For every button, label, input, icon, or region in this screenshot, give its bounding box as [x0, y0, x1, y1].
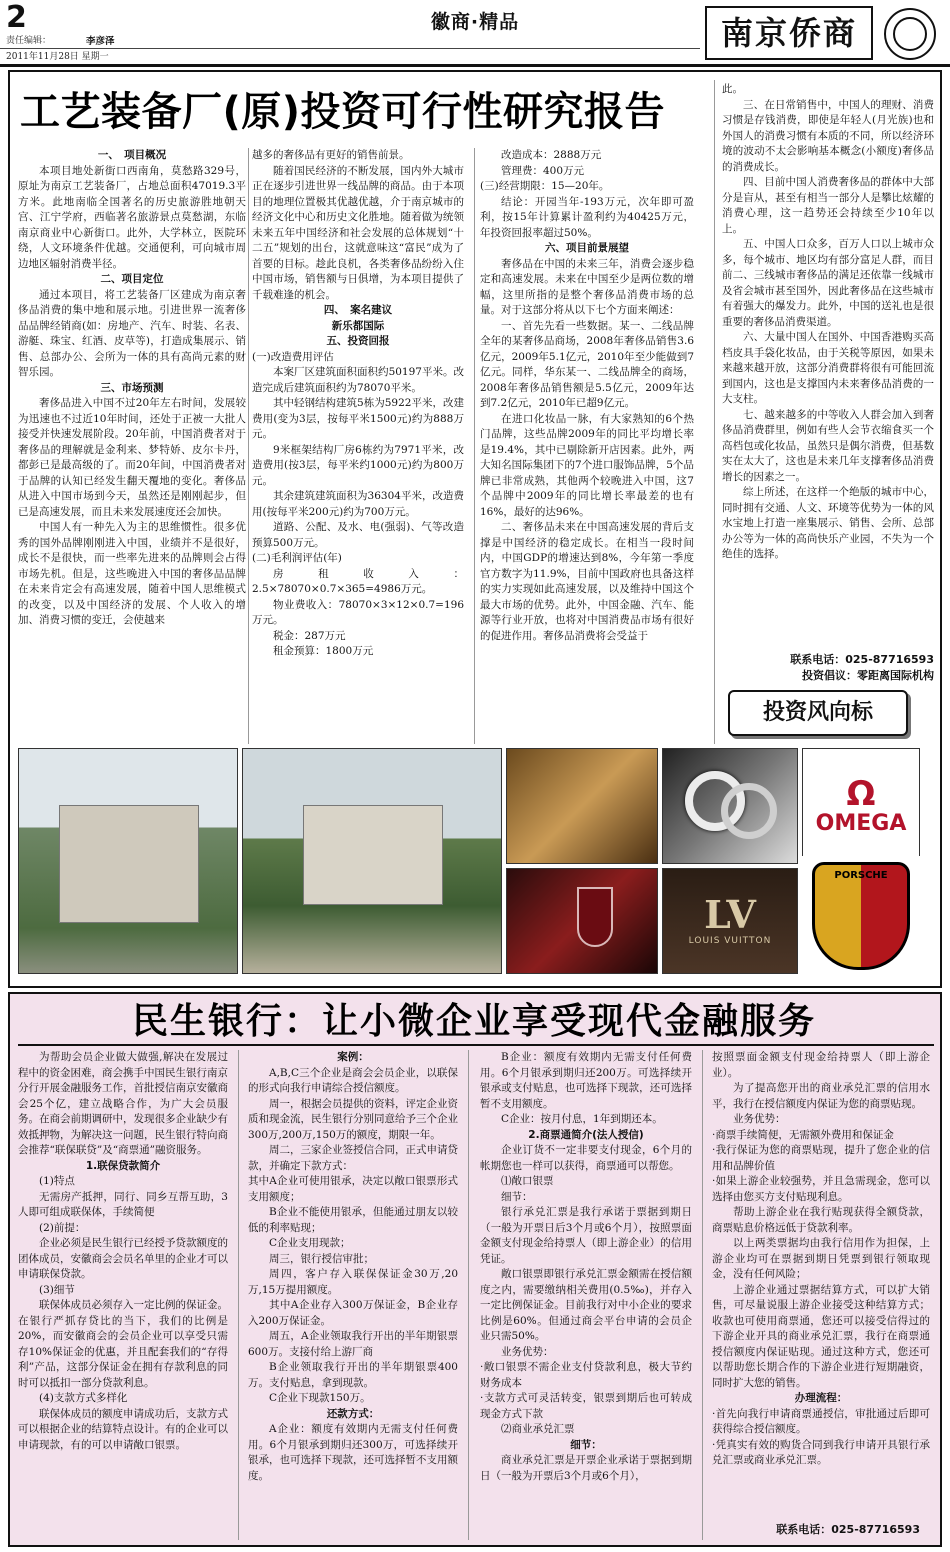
- article1-column-3: [480, 148, 694, 644]
- column-divider: [468, 1050, 469, 1540]
- column-divider: [714, 80, 715, 744]
- paragraph: 二、奢侈品未来在中国高速发展的背后支撑是中国经济的稳定成长。在相当一段时间内，中国GDP的增速达到8%，今年第一季度官方数字为11.9%，目前中国政府也具备这样的实力实现如此高速发展，以及维持中国这个最大市场的优势。此外，中国金融、汽车、能源等行业开放，也将对中国消费品市场有很好的促进作用。奢侈品消费将会受益于: [480, 521, 694, 642]
- paragraph: ⑵商业承兑汇票: [501, 1423, 575, 1435]
- paragraph: C企业下现款150万。: [269, 1392, 371, 1404]
- paragraph: 道路、公配、及水、电(强弱)、气等改造预算500万元。: [252, 521, 464, 549]
- paragraph: 企业必须是民生银行已经授予贷款额度的团体成员，安徽商会会员名单里的企业才可以申请联保贷款。: [18, 1237, 228, 1280]
- article2-column-1: [18, 1050, 228, 1453]
- paragraph: 本案厂区建筑面积面积约50197平米。改造完成后建筑面积约为78070平米。: [252, 366, 464, 394]
- paragraph: 为了提高您开出的商业承兑汇票的信用水平，我行在授信额度内保证为您的商票贴现。: [712, 1082, 930, 1110]
- paragraph: 为帮助会员企业做大做强,解决在发展过程中的资金困难，商会携手中国民生银行南京分行开展金融服务工作，首批授信南京安徽商会25个亿，建立战略合作，为广大会员服务。在商会前期调研中，发现很多企业缺少有效抵押物，为解决这一问题，民生银行特向商会推荐“联保联贷”及“商票通”融资服务。: [18, 1051, 228, 1156]
- paragraph: 三、在日常销售中，中国人的理财、消费习惯是存钱消费，即使是年轻人(月光族)也和外国人的消费习惯有本质的不同，所以经济环境的波动不太会影响基本概念(小额度)奢侈品的消费成长。: [722, 98, 934, 173]
- emblem-icon: [884, 8, 936, 60]
- paragraph: (三)经营期限：15—20年。: [480, 180, 610, 192]
- paragraph: 租金预算：1800万元: [273, 645, 374, 657]
- photo-luxury-interior: [506, 748, 658, 864]
- article2-headline: 民生银行：让小微企业享受现代金融服务: [131, 1001, 816, 1042]
- paragraph: 银行承兑汇票是我行承诺于票据到期日（一般为开票日后3个月或6个月），按照票面金额支付现金给持票人（即上游企业）的信用凭证。: [480, 1206, 692, 1265]
- section-heading: 案例：: [337, 1051, 369, 1063]
- editor-name: 李彦泽: [86, 36, 115, 47]
- section-title: 徽商·精品: [430, 11, 520, 33]
- paragraph: ·商票手续简便，无需额外费用和保证金: [712, 1128, 894, 1141]
- paragraph: 奢侈品在中国的未来三年，消费会逐步稳定和高速发展。未来在中国至少是两位数的增幅，这里所指的是整个奢侈品消费市场的总量。对于这部分将从以下七个方面来阐述：: [480, 257, 694, 316]
- paragraph: ⑴敞口银票: [501, 1175, 554, 1187]
- paragraph: 企业订货不一定非要支付现金，6个月的帐期您也一样可以获得，商票通可以帮您。: [480, 1144, 692, 1172]
- section-heading: 细节：: [570, 1438, 602, 1451]
- paragraph: 联保体成员必须存入一定比例的保证金。在银行严抓存贷比的当下，我们的比例是20%，而安徽商会的会员企业可以享受只需存10%保证金的优惠，并且配套我们的“存得利”产品，这部分保证金在拥有存款利息的同时可以抵扣一部分贷款利息。: [18, 1299, 228, 1389]
- paragraph: 越多的奢侈品有更好的销售前景。: [252, 149, 410, 161]
- header-rule: [0, 64, 950, 67]
- section-heading: 新乐都国际: [331, 319, 385, 332]
- paragraph: 五、中国人口众多，百万人口以上城市众多，每个城市、地区均有部分富足人群，而目前二、三线城市奢侈品的满足还依靠一线城市及省会城市甚至国外，因此奢侈品在这些城市有着强大的爆发力。此外，中国的送礼也是很重要的奢侈品消费渠道。: [722, 238, 934, 328]
- paragraph: (二)毛利润评估(年): [252, 552, 342, 564]
- photo-factory-building: [18, 748, 238, 974]
- column-divider: [702, 1050, 703, 1540]
- paragraph: 按照票面金额支付现金给持票人（即上游企业）。: [712, 1051, 930, 1079]
- paragraph: ·如果上游企业较强势，并且急需现金，您可以选择由您买方支付贴现利息。: [712, 1175, 930, 1203]
- paragraph: 细节：: [501, 1190, 533, 1203]
- paragraph: 周二，三家企业签授信合同，正式申请贷款，并确定下款方式：: [248, 1144, 458, 1172]
- paragraph: 本项目地处新街口西南角，莫愁路329号，原址为南京工艺装备厂，占地总面积47019.3平方米。此地南临全国著名的历史旅游胜地朝天宫、江宁学府，西临著名旅游景点莫愁湖，东临南京商业中心新街口。此外，大学林立，医院环绕，人文环境条件优越。交通便利，可向城市周边地区辐射消费半径。: [18, 164, 246, 270]
- paragraph: 周一，根据会员提供的资料，评定企业资质和现金流，民生银行分别同意给予三个企业300万,200万,150万的额度，期限一年。: [248, 1097, 458, 1141]
- paragraph: 上游企业通过票据结算方式，可以扩大销售，可尽量说服上游企业接受这种结算方式；收款也可使用商票通，您还可以接受信得过的下游企业开具的商业承兑汇票，我行在商票通授信额度内保证贴现。通过这种方式，您还可以帮助您长期合作的下游企业进行短期融资，同时扩大您的销售。: [712, 1283, 930, 1389]
- paragraph: ·首先向我行申请商票通授信，审批通过后即可获得综合授信额度。: [712, 1407, 930, 1435]
- column-divider: [248, 148, 249, 744]
- paragraph: 税金：287万元: [273, 629, 346, 642]
- paragraph: ·我行保证为您的商票贴现，提升了您企业的信用和品牌价值: [712, 1144, 930, 1172]
- paragraph: 周五，A企业领取我行开出的半年期银票600万。支接付给上游厂商: [248, 1330, 458, 1358]
- paragraph: 帮助上游企业在我行贴现获得全额贷款，商票贴息价格远低于贷款利率。: [712, 1206, 930, 1234]
- paragraph: 随着国民经济的不断发展，国内外大城市正在逐步引进世界一线品牌的商品。由于本项目的地理位置极其优越优越，介于南京城市的经济文化中心和历史文化胜地。随着做为统领未来五年中国经济和社会发展的总体规划“十二五”规划的出台，这就意味这“富民”成为了首要的目标。趁此良机，各类奢侈品纷纷入住中国市场，销售额与日俱增，为本项目提供了千载难逢的机会。: [252, 164, 464, 301]
- paragraph: ·凭真实有效的购货合同到我行申请开具银行承兑汇票或商业承兑汇票。: [712, 1438, 930, 1466]
- section-heading: 一、 项目概况: [97, 149, 167, 161]
- paragraph: 敞口银票即银行承兑汇票金额需在授信额度之内，需要缴纳相关费用(0.5‰)，并存入一定比例保证金。目前我行对中小企业的要求比例是60%。但通过商会平台申请的会员企业只需50%。: [480, 1268, 692, 1342]
- paragraph: A企业：额度有效期内无需支付任何费用。6个月银承到期归还300万，可选择续开银承，也可选择下现款，还可选择暂不支用额度。: [248, 1423, 458, 1482]
- lv-monogram: LV: [704, 892, 756, 937]
- article1-column-1: [18, 148, 246, 629]
- paragraph: (3)细节: [39, 1283, 75, 1296]
- section-heading: 办理流程：: [794, 1392, 848, 1404]
- paragraph: ·支款方式可灵活转变，银票到期后也可转成现金方式下款: [480, 1392, 692, 1420]
- paragraph: 综上所述，在这样一个绝版的城市中心，同时拥有交通、人文、环境等优势为一体的风水宝地上打造一座集展示、销售、会所、总部办公等为一体的高尚快乐产业园，不失为一个绝佳的选择。: [722, 486, 934, 560]
- lv-wordmark: LOUIS VUITTON: [688, 936, 772, 946]
- paragraph: 以上两类票据均由我行信用作为担保，上游企业均可在票据到期日凭票到银行领取现金，没有任何风险；: [712, 1237, 930, 1280]
- paragraph: (一)改造费用评估: [252, 350, 334, 363]
- paragraph: 奢侈品进入中国不过20年左右时间，发展较为迅速也不过近10年时间，还处于正被一大批人接受并快速发展阶段。20年前，中国消费者对于奢侈品的理解就是金利来、梦特娇、皮尔卡丹，都彭已是最高级的了。而20年间，中国消费者对于品牌的认知已经发生翻天覆地的变化。奢侈品从进入中国市场到今天，虽然还是刚刚起步，但已是高速发展，而且未来发展速度还会加快。: [18, 397, 246, 518]
- photo-villa: [242, 748, 502, 974]
- paragraph: 其中A企业可使用银承，决定以敞口银票形式支用额度；: [248, 1175, 458, 1203]
- paragraph: 此。: [722, 83, 743, 95]
- article2-column-3: [480, 1050, 692, 1484]
- section-heading: 三、市场预测: [100, 381, 164, 394]
- porsche-crest: [802, 856, 920, 974]
- paragraph: 业务优势：: [501, 1345, 554, 1358]
- section-heading: 五、投资回报: [326, 335, 390, 347]
- paragraph: 联保体成员的额度申请成功后，支款方式可以根据企业的结算特点设计。有的企业可以申请现款，有的可以申请敞口银票。: [18, 1407, 228, 1451]
- contact-phone: 联系电话：025-87716593: [776, 1523, 920, 1536]
- paragraph: 七、越来越多的中等收入人群会加入到奢侈品消费群里，例如有些人会节衣缩食买一个高档包或化妆品，虽然只是偶尔消费，但基数实在太大了，这也是未来几年支撑奢侈品消费增长的因素之一。: [722, 408, 934, 483]
- paragraph: 一、首先先看一些数据。某一、二线品牌全年的某奢侈品商场，2008年奢侈品销售3.6亿元，2009年5.1亿元，2010年至少能做到7亿元。同样，华东某一、二线品牌全的商场，2008年奢侈品销售额是5.5亿元，2009年达到7.2亿元，2010年已超9亿元。: [480, 319, 694, 409]
- header-thin-rule: [0, 48, 700, 49]
- article1-column-4: [722, 82, 934, 563]
- photo-red-wine: [506, 868, 658, 974]
- section-heading: 四、 案名建议: [323, 304, 393, 316]
- paragraph: 周四，客户存入联保保证金30万,20万,15万提用额度。: [248, 1268, 458, 1296]
- paragraph: B企业不能使用银承，但能通过朋友以较低的利率贴现；: [248, 1206, 458, 1234]
- section-heading: 1.联保贷款简介: [85, 1159, 161, 1172]
- omega-symbol: Ω: [846, 774, 876, 814]
- omega-logo: [802, 748, 920, 864]
- paragraph: (4)支款方式多样化: [39, 1392, 128, 1404]
- paragraph: 无需房产抵押，同行、同乡互帮互助，3人即可组成联保体，手续简便: [18, 1190, 228, 1218]
- paragraph: 业务优势：: [733, 1113, 786, 1125]
- paragraph: B企业：额度有效期内无需支付任何费用。6个月银承到期归还200万。可选择续开银承或支付贴息，也可选择下现款，还可选择暂不支用额度。: [480, 1051, 692, 1110]
- porsche-wordmark: PORSCHE: [834, 870, 888, 881]
- column-divider: [474, 148, 475, 744]
- article2-column-2: [248, 1050, 458, 1484]
- section-heading: 2.商票通简介(法人授信): [528, 1128, 644, 1141]
- paragraph: 其中轻钢结构建筑5栋为5922平米，改建费用(变为3层，按每平米1500元)约为888万元。: [252, 397, 464, 440]
- column-badge: 投资风向标: [728, 690, 908, 736]
- paragraph: 通过本项目，将工艺装备厂区建成为南京奢侈品消费的集中地和展示地。引进世界一流奢侈品品牌经销商(如：房地产、汽车、时装、名表、游艇、珠宝、红酒、皮草等)，打造成集展示、销售、总部办公、会所为一体的具有高尚元素的财智乐园。: [18, 288, 246, 378]
- paragraph: 商业承兑汇票是开票企业承诺于票据到期日（一般为开票后3个月或6个月），: [480, 1454, 692, 1482]
- paragraph: A,B,C三个企业是商会会员企业，以联保的形式向我行申请综合授信额度。: [248, 1066, 458, 1094]
- paragraph: 管理费：400万元: [501, 164, 585, 177]
- paragraph: C企业支用现款；: [269, 1237, 351, 1249]
- paragraph: B企业领取我行开出的半年期银票400万。支付贴息，拿到现款。: [248, 1361, 458, 1389]
- issue-date: 2011年11月28日 星期一: [6, 52, 109, 62]
- omega-wordmark: OMEGA: [815, 811, 907, 836]
- article2-rule: [18, 1044, 934, 1046]
- louis-vuitton-logo: [662, 868, 798, 974]
- paragraph: 其中A企业存入300万保证金，B企业存入200万保证金。: [248, 1299, 458, 1327]
- photo-rings: [662, 748, 798, 864]
- paragraph: 六、大量中国人在国外、中国香港购买高档皮具手袋化妆品，由于关税等原因，如果未来越来越开放，这部分消费群将很有可能回流到国内，这也是支撑国内未来奢侈品消费的一大支柱。: [722, 331, 934, 405]
- contact-phone: 联系电话：025-87716593: [790, 653, 934, 666]
- paragraph: 房租收入：2.5×78070×0.7×365=4986万元。: [252, 567, 464, 595]
- paragraph: (1)特点: [39, 1175, 75, 1187]
- paragraph: ·敞口银票不需企业支付贷款利息，极大节约财务成本: [480, 1361, 692, 1389]
- masthead-logo: 南京侨商: [705, 6, 873, 60]
- paragraph: 四、目前中国人消费奢侈品的群体中大部分是盲从，甚至有相当一部分人是攀比炫耀的消费心理，这一趋势还会持续至少10年以上。: [722, 176, 934, 235]
- paragraph: 改造成本：2888万元: [501, 149, 602, 161]
- paragraph: 其余建筑建筑面积为36304平米，改造费用(按每平米200元)约为700万元。: [252, 490, 464, 518]
- section-heading: 二、项目定位: [100, 273, 164, 285]
- sponsor-line: 投资倡议：零距离国际机构: [802, 669, 934, 682]
- paragraph: 中国人有一种先入为主的思维惯性。很多优秀的国外品牌刚刚进入中国，业绩并不是很好，成长不是很快，而一些率先进来的品牌则会占得市场先机。但是，这些晚进入中国的奢侈品品牌在未来肯定会有高速发展，随着中国人思维模式的改变，以及中国经济的发展、个人收入的增加、消费习惯的变迁，会使越来: [18, 521, 246, 626]
- section-heading: 六、项目前景展望: [545, 242, 629, 254]
- editor-label: 责任编辑：: [6, 36, 52, 46]
- paragraph: 周三，银行授信审批；: [269, 1252, 374, 1265]
- section-heading: 还款方式：: [326, 1407, 380, 1420]
- article2-column-4: [712, 1050, 930, 1469]
- page-number: 2: [6, 0, 27, 35]
- column-divider: [238, 1050, 239, 1540]
- paragraph: 9米框架结构厂房6栋约为7971平米，改造费用(按3层，每平米约1000元)约为800万元。: [252, 443, 464, 487]
- paragraph: 结论：开园当年-193万元，次年即可盈利，按15年计算累计盈利约为40425万元，年投资回报率超过50%。: [480, 195, 694, 239]
- article1-headline: 工艺装备厂(原)投资可行性研究报告: [20, 89, 666, 135]
- paragraph: C企业：按月付息，1年到期还本。: [501, 1113, 663, 1125]
- article1-column-2: [252, 148, 464, 660]
- paragraph: (2)前提：: [39, 1221, 86, 1234]
- paragraph: 物业费收入：78070×3×12×0.7=196万元。: [252, 598, 464, 626]
- paragraph: 在进口化妆品一脉，有大家熟知的6个热门品牌，这些品牌2009年的同比平均增长率是19.4%，其中已剔除新开店因素。此外，两大知名国际集团下的7个进口服饰品牌，5个品牌已非常成熟，其他两个较晚进入中国，这7个品牌中2009年的同比增长率最差的也有16%，最好的达96%。: [480, 412, 694, 518]
